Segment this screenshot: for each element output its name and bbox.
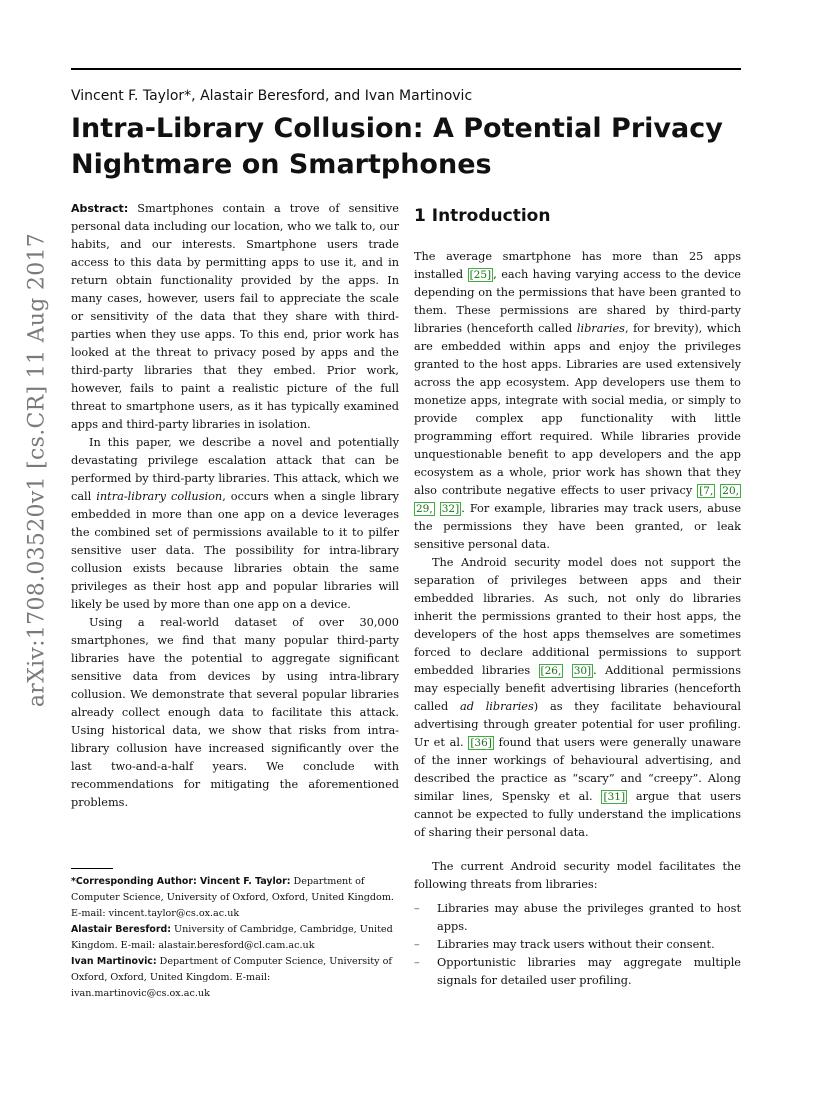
- abstract-term: intra-library collusion: [96, 490, 223, 503]
- citation-link[interactable]: 29,: [416, 503, 433, 515]
- intro-text-2c: ) as they facilitate behavioural advertising through greater potential for user profiling. Ur et al.: [414, 700, 741, 749]
- footnote-rule: [71, 868, 113, 869]
- abstract-paragraph-1: [71, 200, 399, 434]
- citation-link[interactable]: 30]: [573, 665, 592, 677]
- left-column: [71, 200, 399, 812]
- citation-link[interactable]: [25]: [469, 269, 492, 281]
- intro-text-1b: , each having varying access to the device depending on the permissions that have been granted to them. These permissions are shared by third-party libraries (henceforth called: [414, 268, 741, 335]
- abstract-paragraph-2: [71, 434, 399, 614]
- intro-term-libraries: libraries: [576, 322, 625, 335]
- footnote-label-3: Ivan Martinovic:: [71, 956, 157, 967]
- intro-text-2e: argue that users cannot be expected to fully understand the implications of sharing their personal data.: [414, 790, 741, 839]
- list-item: – Opportunistic libraries may aggregate multiple signals for detailed user profiling.: [414, 954, 741, 990]
- citation-link[interactable]: [26,: [540, 665, 562, 677]
- header-rule: [71, 68, 741, 70]
- abstract-paragraph-3: Using a real-world dataset of over 30,000 smartphones, we find that many popular third-party libraries have the potential to aggregate significant sensitive data from devices by using intra-library collusion. We demonstrate that several popular libraries already collect enough data to facilitate this attack. Using historical data, we show that risks from intra-library collusion have increased significantly over the last two-and-a-half years. We conclude with recommendations for mitigating the aforementioned problems.: [71, 616, 399, 809]
- abstract-text-2a: In this paper, we describe a novel and potentially devastating privilege escalation attack that can be performed by third-party libraries. This attack, which we call: [71, 436, 399, 503]
- footnote-author-3: [71, 954, 401, 1002]
- paper-title: Intra-Library Collusion: A Potential Privacy Nightmare on Smartphones: [71, 113, 723, 180]
- footnote-label-1: *Corresponding Author: Vincent F. Taylor:: [71, 876, 291, 887]
- arxiv-id: arXiv:1708.03520v1 [cs.CR] 11 Aug 2017: [24, 232, 50, 708]
- author-footnote: [71, 874, 401, 1002]
- intro-text-1d: . For example, libraries may track users, abuse the permissions they have been granted, or leak sensitive personal data.: [414, 502, 742, 551]
- footnote-author-1: [71, 874, 401, 922]
- intro-paragraph-3: The current Android security model facilitates the following threats from libraries:: [414, 860, 741, 891]
- footnote-text-2: University of Cambridge, Cambridge, United Kingdom. E-mail: alastair.beresford@cl.cam.ac.uk: [71, 924, 393, 951]
- intro-text-1a: The average smartphone has more than 25 apps installed: [414, 250, 741, 281]
- intro-text-2d: found that users were generally unaware of the inner workings of behavioural advertising, and described the practice as “scary” and “creepy”. Along similar lines, Spensky et al.: [414, 736, 742, 803]
- intro-text-2a: The Android security model does not support the separation of privileges between apps and their embedded libraries. As such, not only do libraries inherit the permissions granted to their host apps, the developers of the host apps themselves are sometimes forced to declare additional permissions to support embedded libraries: [414, 556, 741, 677]
- intro-text-1c: , for brevity), which are embedded within apps and enjoy the privileges granted to the host apps. Libraries are used extensively across the app ecosystem. App developers use them to monetize apps, integrate with social media, or simply to provide complex app functionality with little programming effort required. While libraries provide unquestionable benefit to app developers and the app ecosystem as a whole, prior work has shown that they also contribute negative effects to user privacy: [414, 322, 741, 497]
- intro-paragraph-2: [414, 554, 741, 842]
- section-heading: 1 Introduction: [414, 206, 551, 226]
- threat-list: [414, 900, 741, 990]
- intro-paragraph-1: [414, 248, 741, 554]
- list-item: – Libraries may track users without their consent.: [414, 936, 741, 954]
- abstract-text-2b: , occurs when a single library embedded in more than one app on a device leverages the combined set of permissions available to it to pilfer sensitive user data. The possibility for intra-library collusion exists because libraries obtain the same privileges as their host app and popular libraries will likely be used by more than one app on a device.: [71, 490, 399, 611]
- citation-link[interactable]: 20,: [722, 485, 739, 497]
- author-line: Vincent F. Taylor*, Alastair Beresford, and Ivan Martinovic: [71, 88, 473, 104]
- footnote-text-3: Department of Computer Science, University of Oxford, Oxford, United Kingdom. E-mail: ivan.martinovic@cs.ox.ac.uk: [71, 956, 392, 999]
- list-item: – Libraries may abuse the privileges granted to host apps.: [414, 900, 741, 936]
- citation-link[interactable]: [36]: [470, 737, 492, 749]
- intro-text-2b: . Additional permissions may especially benefit advertising libraries (henceforth called: [414, 664, 742, 713]
- footnote-text-1: Department of Computer Science, University of Oxford, Oxford, United Kingdom. E-mail: vincent.taylor@cs.ox.ac.uk: [71, 876, 394, 919]
- citation-link[interactable]: [31]: [603, 791, 626, 803]
- abstract-text-1: Smartphones contain a trove of sensitive personal data including our location, who we talk to, our habits, and our interests. Smartphone users trade access to this data by permitting apps to use it, and in return obtain functionality provided by the apps. In many cases, however, users fail to appreciate the scale or sensitivity of the data that they share with third-parties when they use apps. To this end, prior work has looked at the threat to privacy posed by apps and the third-party libraries that they embed. Prior work, however, fails to paint a realistic picture of the full threat to smartphone users, as it has typically examined apps and third-party libraries in isolation.: [71, 202, 399, 431]
- citation-link[interactable]: 32]: [441, 503, 460, 515]
- intro-term-ad-libraries: ad libraries: [459, 700, 534, 713]
- footnote-author-2: [71, 922, 401, 954]
- abstract-label: Abstract:: [71, 202, 129, 215]
- right-column: [414, 200, 741, 990]
- citation-link[interactable]: [7,: [699, 485, 714, 497]
- footnote-label-2: Alastair Beresford:: [71, 924, 171, 935]
